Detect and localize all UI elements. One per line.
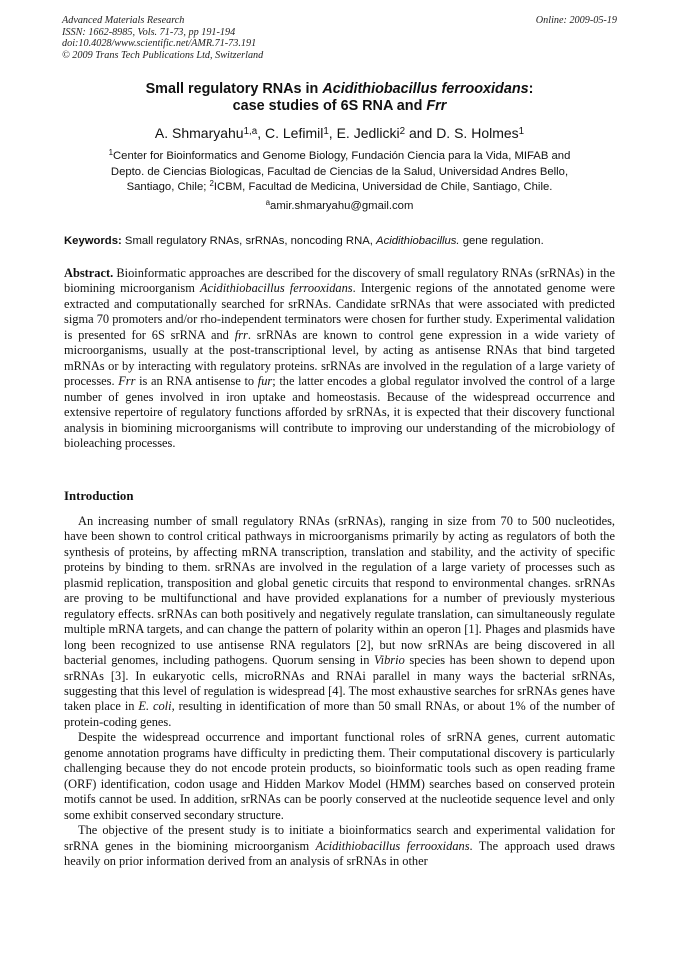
abstract-text-5: ; the latter encodes a global regulator involved the control of a large number of genes involved in iron uptake and homeostasis. Because of the widespread occurrence and extensive repertoire of regulatory functions afforded by srRNAs, it is expected that their discovery functional analysis in biomining microorganisms will contribute to improving our understanding of the microbiology of bioleaching processes. xyxy=(64,374,615,450)
title-text-2: case studies of 6S RNA and xyxy=(232,98,427,114)
title-text: Small regulatory RNAs in xyxy=(145,81,323,97)
intro-p1-ecoli: E. coli xyxy=(138,699,172,714)
copyright-line: © 2009 Trans Tech Publications Ltd, Switzerland xyxy=(62,49,264,61)
author-4-affil: 1 xyxy=(518,125,525,137)
intro-p1-vibrio: Vibrio xyxy=(374,653,405,668)
title-line-2 xyxy=(62,98,617,115)
keywords-tail: gene regulation. xyxy=(459,235,544,247)
introduction-heading: Introduction xyxy=(64,489,134,503)
author-1-affil: 1,a xyxy=(243,125,258,137)
author-3-affil: 2 xyxy=(399,125,406,137)
abstract-text-1: Bioinformatic approaches are described for the discovery of small regulatory RNAs (srRNAs) in the biomining microorganism xyxy=(64,266,615,296)
affiliation-line-3 xyxy=(62,180,617,196)
affil-marker-1: 1 xyxy=(108,148,114,158)
intro-p3-text-a: The objective of the present study is to initiate a bioinformatics search and experimental validation for srRNA genes in the biomining microorganism xyxy=(64,823,615,853)
paper-title xyxy=(62,81,617,115)
email-marker: a xyxy=(265,198,271,208)
author-2-affil: 1 xyxy=(323,125,329,137)
introduction-body xyxy=(64,514,615,869)
intro-p3-species: Acidithiobacillus ferrooxidans xyxy=(315,838,470,853)
abstract-text-2: . Intergenic regions of the annotated genome were extracted and computationally searched for srRNAs. Candidate srRNAs that were associated with predicted sigma 70 promoters and/or rho-independent terminators were chosen for further study. Experimental validation is presented for 6S srRNA and xyxy=(64,281,615,342)
keywords-text: Small regulatory RNAs, srRNAs, noncoding RNA, xyxy=(121,235,377,247)
affil-text-3a: Santiago, Chile; xyxy=(126,181,210,193)
abstract-frr-2: Frr xyxy=(118,374,136,389)
keywords xyxy=(64,234,617,248)
abstract-text-4: is an RNA antisense to xyxy=(135,374,258,389)
intro-paragraph-1 xyxy=(64,514,615,730)
intro-p1-text-b: species has been shown to depend upon srRNAs [3]. In eukaryotic cells, microRNAs and RNAi parallel in many ways the bacterial srRNAs, suggesting that this level of regulation is widespread [4]. The most exhaustive searches for srRNAs genes have taken place in xyxy=(64,653,615,714)
abstract-fur: fur xyxy=(257,374,273,389)
corresponding-email xyxy=(62,199,617,213)
issn-line: ISSN: 1662-8985, Vols. 71-73, pp 191-194 xyxy=(62,26,236,38)
affil-text-3b: ICBM, Facultad de Medicina, Universidad de Chile, Santiago, Chile. xyxy=(213,181,553,193)
affiliation-line-2: Depto. de Ciencias Biologicas, Facultad de Ciencias de la Salud, Universidad Andres Bello, xyxy=(110,165,569,178)
abstract-frr: frr xyxy=(234,327,248,342)
affiliation-line-1 xyxy=(62,149,617,165)
abstract-text-3: . srRNAs are known to control gene expression in a wide variety of microorganisms, usually at the post-transcriptional level, by acting as antisense RNAs that bind targeted mRNAs or by interacting with regulatory proteins. srRNAs are involved in the regulation of a large variety of processes. xyxy=(64,327,615,389)
online-date: Online: 2009-05-19 xyxy=(535,15,617,26)
keywords-species: Acidithiobacillus. xyxy=(376,235,460,247)
abstract xyxy=(64,266,615,451)
intro-paragraph-3 xyxy=(64,823,615,869)
email-address[interactable]: amir.shmaryahu@gmail.com xyxy=(270,200,414,212)
author-3: , E. Jedlicki xyxy=(328,125,400,141)
intro-p1-text-a: An increasing number of small regulatory RNAs (srRNAs), ranging in size from 70 to 500 nucleotides, have been shown to control critical pathways in microorganisms primarily by acting as regulators of both the synthesis of proteins, by affecting mRNA transcription, translation and stability, and the activity of specific proteins by binding to them. srRNAs are involved in the regulation of a large variety of processes such as plasmid replication, transposition and global genetic circuits that respond to environmental changes. srRNAs are proving to be multifunctional and have provided explanations for a number of previously mysterious regulatory effects. srRNAs can both positively and negatively regulate translation, can simultaneously regulate multiple mRNA targets, and can change the pattern of polarity within an operon [1]. Phages and plasmids have long been recognized to use antisense RNA regulators [2], but now srRNAs are being discovered in all bacterial genomes, including pathogens. Quorum sensing in xyxy=(64,514,615,668)
intro-paragraph-2: Despite the widespread occurrence and important functional roles of srRNA genes, current automatic genome annotation programs have difficulty in predicting them. Their computational discovery is particularly challenging because they do not encode protein products, so bioinformatic tools such as open reading frame (ORF) identification, codon usage and Hidden Markov Model (HMM) searches based on conserved protein motifs cannot be used. In addition, srRNAs can be poorly conserved at the nucleotide sequence level and only some exhibit conserved secondary structure. xyxy=(64,730,615,822)
abstract-label: Abstract. xyxy=(64,266,114,280)
journal-name: Advanced Materials Research xyxy=(62,15,185,26)
doi-line: doi:10.4028/www.scientific.net/AMR.71-73.191 xyxy=(62,38,257,50)
affil-marker-2: 2 xyxy=(209,179,214,189)
keywords-label: Keywords: xyxy=(64,235,122,247)
intro-p3-text-b: . The approach used draws heavily on prior information derived from an analysis of srRNAs in other xyxy=(64,838,616,868)
title-line-1 xyxy=(62,81,617,98)
author-2: , C. Lefimil xyxy=(257,125,324,141)
abstract-species: Acidithiobacillus ferrooxidans xyxy=(199,281,353,296)
intro-p1-text-c: , resulting in identification of more than 50 small RNAs, or about 1% of the number of protein-coding genes. xyxy=(64,699,615,729)
journal-header xyxy=(62,15,617,61)
author-list xyxy=(62,124,617,142)
affil-text-1: Center for Bioinformatics and Genome Biology, Fundación Ciencia para la Vida, MIFAB and xyxy=(113,150,571,162)
affiliations xyxy=(62,149,617,196)
title-frr: Frr xyxy=(426,98,447,114)
author-4: and D. S. Holmes xyxy=(405,125,519,141)
title-colon: : xyxy=(528,81,534,97)
title-species: Acidithiobacillus ferrooxidans xyxy=(322,81,529,97)
author-1: A. Shmaryahu xyxy=(154,125,244,141)
